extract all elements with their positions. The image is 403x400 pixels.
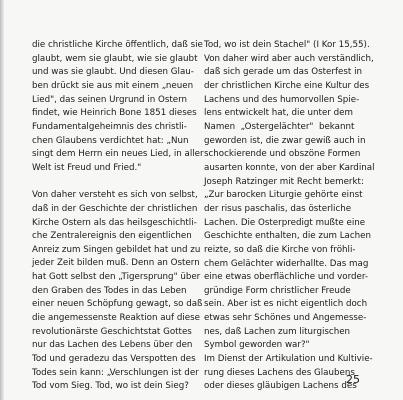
text-line: lens entwickelt hat, die unter dem	[204, 108, 353, 119]
text-line: Kirche Ostern als das heilsgeschichtli-	[32, 217, 197, 228]
text-line: che Zentralereignis den eigentlichen	[32, 231, 192, 242]
text-line: den Graben des Todes in das Leben	[32, 285, 187, 296]
paragraph-spacer	[32, 176, 204, 190]
text-line: jeder Zeit bilden muß. Denn an Ostern	[32, 258, 200, 269]
text-line: Joseph Ratzinger mit Recht bemerkt:	[204, 176, 364, 187]
text-line: eine etwas oberflächliche und vorder-	[204, 272, 369, 283]
text-line: ausarten konnte, von der aber Kardinal	[204, 162, 375, 173]
text-line: chen Glaubens verdichtet hat: „Nun	[32, 135, 189, 146]
text-line: und was sie glaubt. Und diesen Glau-	[32, 67, 194, 78]
text-line: Tod vom Sieg. Tod, wo ist dein Sieg?	[32, 381, 189, 392]
text-line: daß sich gerade um das Osterfest in	[204, 67, 362, 78]
text-line: der christlichen Kirche eine Kultur des	[204, 80, 370, 91]
text-line: Lachens und des humorvollen Spie-	[204, 94, 360, 105]
text-line: „Zur barocken Liturgie gehörte einst	[204, 190, 363, 201]
text-line: Welt ist Freud und Fried."	[32, 162, 142, 173]
text-line: daß in der Geschichte der christlichen	[32, 203, 198, 214]
text-line: hat Gott selbst den „Tigersprung" über	[32, 272, 201, 283]
text-line: etwas sehr Schönes und Angemesse-	[204, 313, 367, 324]
text-line: Von daher versteht es sich von selbst,	[32, 190, 198, 201]
text-line: revolutionärste Geschichtstat Gottes	[32, 326, 192, 337]
text-line: nur das Lachen des Lebens über den	[32, 340, 193, 351]
text-line: gründige Form christlicher Freude	[204, 285, 351, 296]
text-line: oder dieses gläubigen Lachens des	[204, 381, 357, 392]
text-line: nes, daß Lachen zum liturgischen	[204, 326, 351, 337]
text-line: Namen „Ostergelächter" bekannt	[204, 121, 355, 132]
text-line: glaubt, wem sie glaubt, wie sie glaubt	[32, 53, 198, 64]
text-line: geworden ist, die zwar gewiß auch in	[204, 135, 366, 146]
text-line: Tod, wo ist dein Stachel" (I Kor 15,55).	[204, 40, 370, 50]
text-line: sein. Aber ist es nicht eigentlich doch	[204, 299, 368, 310]
text-line: findet, wie Heinrich Bone 1851 dieses	[32, 108, 197, 119]
text-line: Fundamentalgeheimnis des christli-	[32, 121, 187, 132]
text-line: die christliche Kirche öffentlich, daß sie	[32, 40, 203, 50]
page-fold-shadow	[0, 0, 4, 400]
text-line: Im Dienst der Artikulation und Kultivie-	[204, 354, 373, 365]
text-line: chem Gelächter widerhallte. Das mag	[204, 258, 369, 269]
text-line: reizte, so daß die Kirche von fröhli-	[204, 244, 356, 255]
text-line: Lied", das seinen Urgrund in Ostern	[32, 94, 188, 105]
text-line: Symbol geworden war?"	[204, 340, 310, 351]
text-line: rung dieses Lachens des Glaubens	[204, 367, 355, 378]
text-line: Tod und geradezu das Verspotten des	[32, 354, 196, 365]
text-line: Todes sein kann: „Verschlungen ist der	[32, 367, 199, 378]
text-line: einer neuen Schöpfung gewagt, so daß	[32, 299, 203, 310]
text-line: Von daher wird aber auch verständlich,	[204, 53, 374, 64]
text-line: der risus paschalis, das österliche	[204, 203, 352, 214]
text-line: Lachen. Die Osterpredigt mußte eine	[204, 217, 366, 228]
left-text-column	[32, 39, 204, 394]
page-number: 25	[346, 373, 360, 386]
text-line: singt dem Herrn ein neues Lied, in aller	[32, 149, 204, 160]
text-line: die angemessenste Reaktion auf diese	[32, 313, 201, 324]
right-text-column	[204, 39, 374, 394]
text-line: schockierende und obszöne Formen	[204, 149, 361, 160]
text-line: Anreiz zum Singen gebildet hat und zu	[32, 244, 201, 255]
text-line: Geschichte enthalten, die zum Lachen	[204, 231, 371, 242]
text-line: ben drückt sie aus mit einem „neuen	[32, 80, 194, 91]
